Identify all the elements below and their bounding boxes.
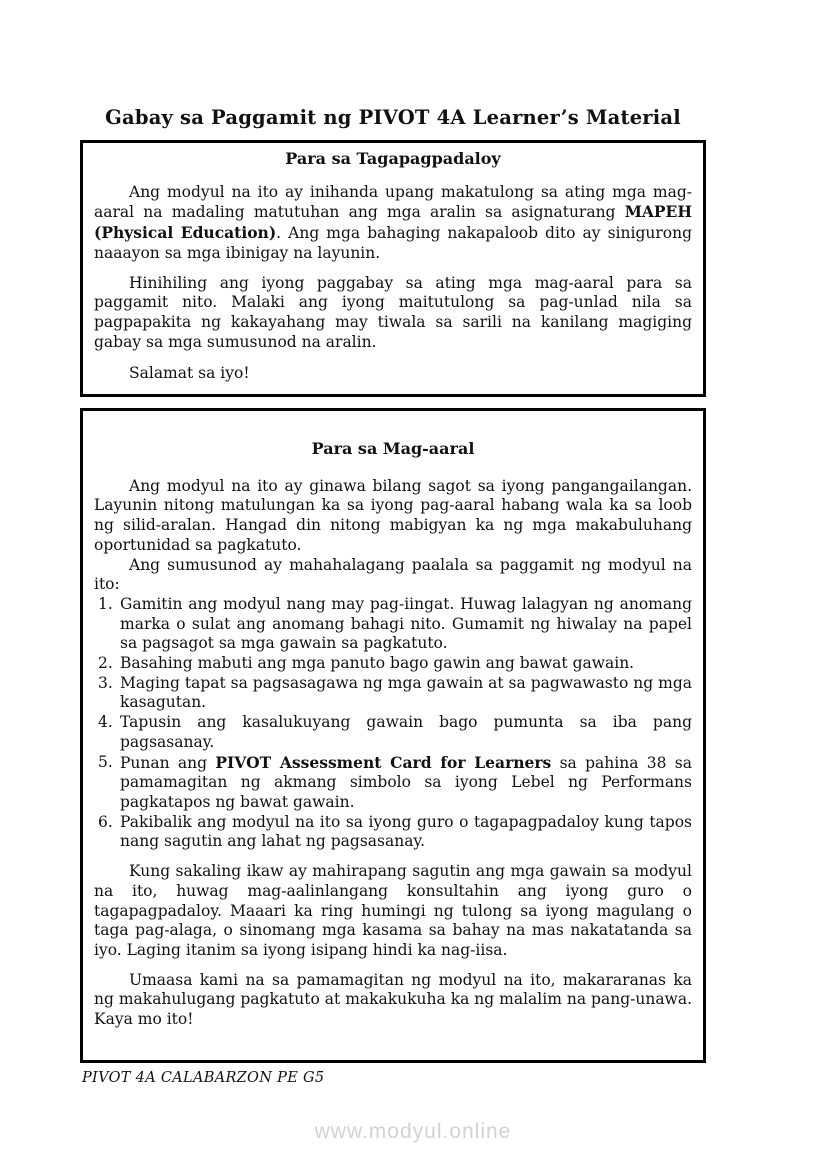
list-item <box>94 654 692 674</box>
list-item-number: 3. <box>98 673 113 692</box>
facilitator-paragraph-3: Salamat sa iyo! <box>129 364 250 383</box>
facilitator-paragraph-2: Hinihiling ang iyong paggabay sa ating mga mag-aaral para sa paggamit nito. Malaki ang iyong maitutulong sa pag-unlad nila sa pagpapakita ng kakayahang may tiwala sa sarili na kanilang magiging gabay sa mga sumusunod na aralin. <box>94 273 692 351</box>
list-item-text-post: sa pahina 38 sa pamamagitan ng akmang simbolo sa iyong Lebel ng Performans pagkatapos ng bawat gawain. <box>120 753 692 811</box>
page-content <box>80 106 706 1063</box>
list-item-text: Basahing mabuti ang mga panuto bago gawin ang bawat gawain. <box>120 654 635 673</box>
facilitator-paragraph-1 <box>94 183 692 264</box>
list-item <box>94 674 692 713</box>
list-item-number: 5. <box>98 752 113 771</box>
page-title: Gabay sa Paggamit ng PIVOT 4A Learner’s Material <box>105 106 681 129</box>
list-item <box>94 813 692 852</box>
facilitator-box-heading: Para sa Tagapagpadaloy <box>285 149 501 168</box>
list-item-number: 2. <box>98 654 113 673</box>
subject-name-bold: MAPEH (Physical Education) <box>94 202 692 243</box>
watermark: www.modyul.online <box>314 1120 512 1143</box>
list-item-text-pre: Punan ang <box>120 753 216 772</box>
list-item-text: Maging tapat sa pagsasagawa ng mga gawain at sa pagwawasto ng mga kasagutan. <box>120 673 692 712</box>
list-item-number: 6. <box>98 812 113 831</box>
list-item <box>94 713 692 752</box>
assessment-card-bold: PIVOT Assessment Card for Learners <box>215 752 552 772</box>
facilitator-paragraph-1-post: . Ang mga bahaging nakapaloob dito ay sinigurong naaayon sa mga ibinigay na layunin. <box>94 224 692 262</box>
list-item-text: Gamitin ang modyul nang may pag-iingat. Huwag lalagyan ng anomang marka o sulat ang anomang bahagi nito. Gumamit ng hiwalay na papel sa pagsagot sa mga gawain sa pagkatuto. <box>120 594 692 653</box>
list-item-number: 1. <box>98 594 113 613</box>
page-footer: PIVOT 4A CALABARZON PE G5 <box>82 1070 325 1086</box>
learner-paragraph-3: Kung sakaling ikaw ay mahirapang sagutin ang mga gawain sa modyul na ito, huwag mag-aalinlangang konsultahin ang iyong guro o tagapagpadaloy. Maaari ka ring humingi ng tulong sa iyong magulang o taga pag-alaga, o sinomang mga kasama sa bahay na mas nakatatanda sa iyo. Laging itanim sa iyong isipang hindi ka nag-iisa. <box>94 862 692 959</box>
list-item-text: Tapusin ang kasalukuyang gawain bago pumunta sa iba pang pagsasanay. <box>120 713 692 751</box>
list-item-number: 4. <box>98 713 113 732</box>
reminder-list <box>94 595 692 852</box>
list-item <box>94 595 692 654</box>
facilitator-box <box>80 140 706 397</box>
list-item <box>94 753 692 813</box>
learner-paragraph-4: Umaasa kami na sa pamamagitan ng modyul na ito, makararanas ka ng makahulugang pagkatuto at makakukuha ka ng malalim na pang-unawa. Kaya mo ito! <box>94 970 692 1029</box>
learner-paragraph-2: Ang sumusunod ay mahahalagang paalala sa paggamit ng modyul na ito: <box>94 555 692 594</box>
learner-box-heading: Para sa Mag-aaral <box>311 439 475 459</box>
list-item-text: Pakibalik ang modyul na ito sa iyong guro o tagapagpadaloy kung tapos nang sagutin ang lahat ng pagsasanay. <box>120 812 692 851</box>
learner-box <box>80 408 706 1063</box>
facilitator-paragraph-1-pre: Ang modyul na ito ay inihanda upang makatulong sa ating mga mag-aaral na madaling matutuhan ang mga aralin sa asignaturang <box>94 182 692 222</box>
learner-paragraph-1: Ang modyul na ito ay ginawa bilang sagot sa iyong pangangailangan. Layunin nitong matulungan ka sa iyong pag-aaral habang wala ka sa loob ng silid-aralan. Hangad din nitong mabigyan ka ng mga makabuluhang oportunidad sa pagkatuto. <box>94 476 692 554</box>
